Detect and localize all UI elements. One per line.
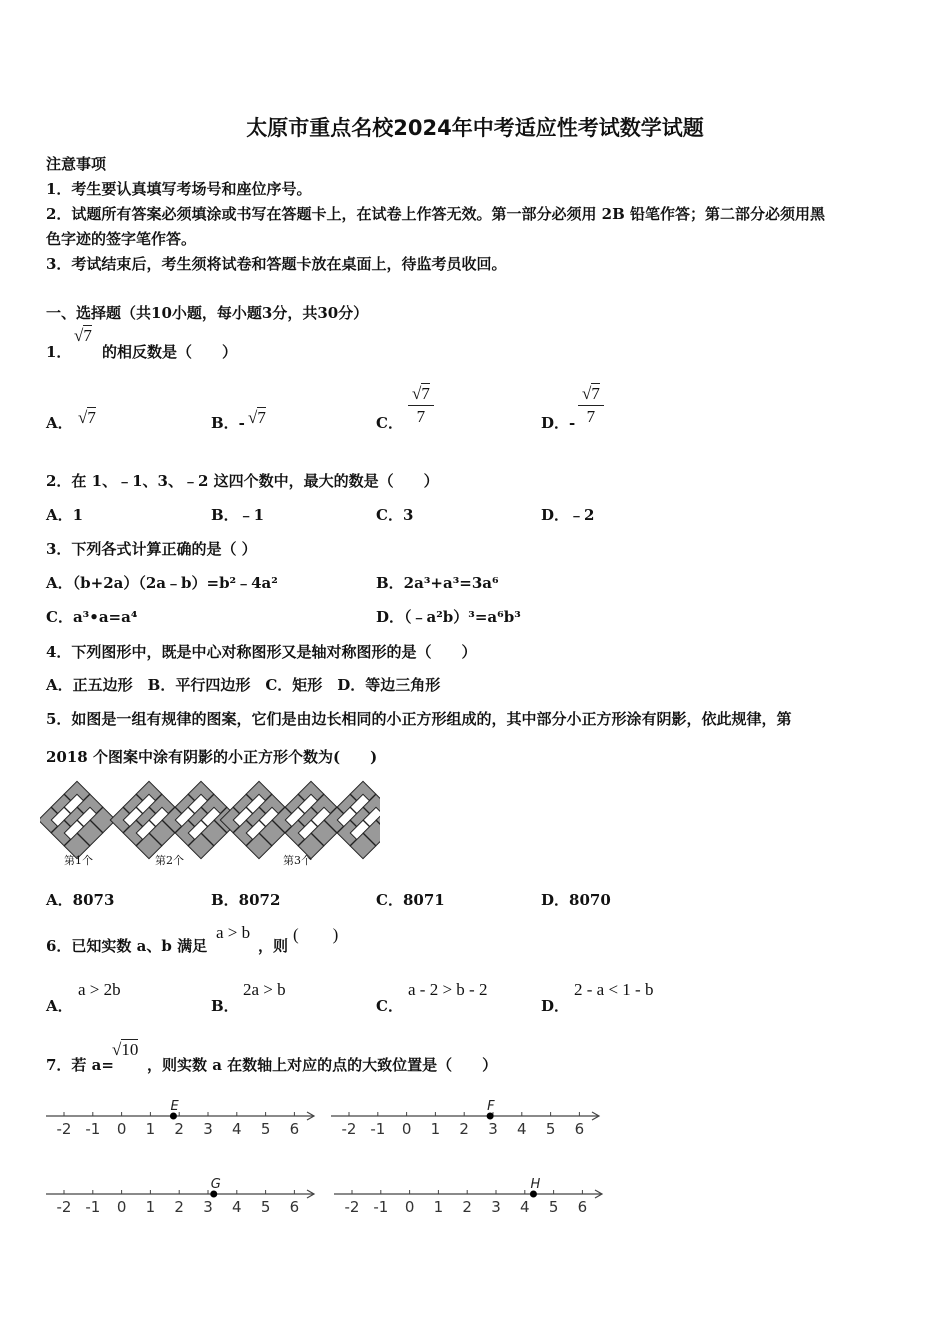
q5-option-d: D．8070 — [541, 891, 611, 909]
q1-number: 1． — [46, 343, 72, 361]
q7-stem: ，则实数 a 在数轴上对应的点的大致位置是（ ） — [147, 1056, 498, 1074]
q6-option-c-expr: a - 2 > b - 2 — [408, 980, 488, 999]
q1-stem: 的相反数是（ ） — [102, 343, 238, 361]
tick-label: 5 — [545, 1120, 556, 1138]
tick-label: 5 — [260, 1120, 271, 1138]
q1-sqrt: √7 — [74, 326, 92, 345]
tick-label: 1 — [145, 1198, 156, 1216]
q5-figure-2-caption: 第2个 — [155, 854, 184, 867]
q3-option-b: B．2a³+a³=3a⁶ — [376, 574, 499, 592]
tick-label: 1 — [145, 1120, 156, 1138]
tick-label: 2 — [459, 1120, 469, 1138]
page-title: 太原市重点名校2024年中考适应性考试数学试题 — [246, 116, 704, 140]
q6-stem: 6．已知实数 a、b 满足 — [46, 937, 208, 955]
q5-option-c: C．8071 — [376, 891, 445, 909]
tick-label: 4 — [232, 1120, 242, 1138]
notice-heading: 注意事项 — [46, 155, 107, 173]
tick-label: 3 — [203, 1198, 213, 1216]
q6-option-a-expr: a > 2b — [78, 980, 121, 999]
q1-option-a-expr: √7 — [78, 408, 96, 427]
q4-options: A．正五边形 B．平行四边形 C．矩形 D．等边三角形 — [46, 676, 441, 694]
q1-option-d-expr: $\frac{√7}{7}$ — [578, 384, 604, 427]
q1-option-b-expr: √7 — [248, 408, 266, 427]
q6-condition: a > b — [216, 923, 251, 942]
point-label: E — [170, 1099, 179, 1114]
number-line-e — [46, 1099, 314, 1138]
tick-label: 3 — [203, 1120, 213, 1138]
point-label: H — [530, 1177, 541, 1192]
q7-number-lines — [0, 1090, 620, 1220]
tick-label: -2 — [344, 1198, 360, 1216]
tick-label: 1 — [430, 1120, 441, 1138]
point-label: F — [487, 1099, 495, 1114]
q1-option-b-label: B．- — [211, 414, 245, 432]
q3-option-d: D．（﹣a²b）³=a⁶b³ — [376, 608, 521, 626]
tick-label: 6 — [577, 1198, 588, 1216]
q6-option-b-label: B． — [211, 997, 239, 1015]
q5-figure-1-caption: 第1个 — [64, 854, 93, 867]
tick-label: 2 — [174, 1120, 184, 1138]
tick-label: 0 — [401, 1120, 412, 1138]
q5-option-b: B．8072 — [211, 891, 281, 909]
q5-stem-line2: 2018 个图案中涂有阴影的小正方形个数为( ) — [46, 748, 378, 766]
q6-option-b-expr: 2a > b — [243, 980, 286, 999]
q1-option-a-label: A． — [46, 414, 73, 432]
q1-option-d-label: D．- — [541, 414, 576, 432]
q2-stem: 2．在 1、﹣1、3、﹣2 这四个数中，最大的数是（ ） — [46, 472, 439, 490]
notice-item-3: 3．考试结束后，考生须将试卷和答题卡放在桌面上，待监考员收回。 — [46, 255, 507, 273]
q5-figure-3-caption: 第3个 — [283, 854, 312, 867]
q6-stem-end: ，则 — [258, 937, 289, 955]
tick-label: 6 — [289, 1198, 300, 1216]
q7-sqrt: √10 — [112, 1040, 139, 1059]
q2-option-a: A．1 — [46, 506, 84, 524]
tick-label: -1 — [373, 1198, 389, 1216]
q3-stem: 3．下列各式计算正确的是（ ） — [46, 540, 257, 558]
tick-label: -2 — [341, 1120, 357, 1138]
section-heading: 一、选择题（共10小题，每小题3分，共30分） — [46, 304, 369, 322]
tick-label: -1 — [370, 1120, 386, 1138]
tick-label: 4 — [520, 1198, 530, 1216]
point-label: G — [210, 1177, 221, 1192]
tick-label: 4 — [232, 1198, 242, 1216]
notice-item-2b: 色字迹的签字笔作答。 — [46, 230, 197, 248]
tick-label: 5 — [260, 1198, 271, 1216]
q1-option-c-expr: $\frac{√7}{7}$ — [408, 384, 434, 427]
q2-option-c: C．3 — [376, 506, 414, 524]
notice-item-1: 1．考生要认真填写考场号和座位序号。 — [46, 180, 312, 198]
q6-paren: ( ) — [293, 925, 339, 944]
q7-prefix: 7．若 a= — [46, 1056, 114, 1074]
notice-item-2a: 2．试题所有答案必须填涂或书写在答题卡上，在试卷上作答无效。第一部分必须用 2B 铅笔作答；第二部分必须用黑 — [46, 205, 826, 223]
q3-option-c: C．a³•a=a⁴ — [46, 608, 138, 626]
tick-label: 5 — [548, 1198, 559, 1216]
tick-label: -2 — [56, 1120, 72, 1138]
number-line-g — [46, 1177, 314, 1216]
tick-label: 2 — [174, 1198, 184, 1216]
q3-option-a: A．（b+2a）（2a﹣b）=b²﹣4a² — [46, 574, 278, 592]
tick-label: 0 — [116, 1198, 127, 1216]
q5-stem-line1: 5．如图是一组有规律的图案，它们是由边长相同的小正方形组成的，其中部分小正方形涂有阴影，依此规律，第 — [46, 710, 792, 728]
tick-label: -2 — [56, 1198, 72, 1216]
q6-option-d-label: D． — [541, 997, 570, 1015]
q2-option-b: B．﹣1 — [211, 506, 265, 524]
tick-label: 3 — [488, 1120, 498, 1138]
tick-label: -1 — [85, 1198, 101, 1216]
number-line-f — [331, 1099, 599, 1138]
tick-label: 1 — [433, 1198, 444, 1216]
tick-label: 3 — [491, 1198, 501, 1216]
tick-label: 0 — [404, 1198, 415, 1216]
tick-label: 0 — [116, 1120, 127, 1138]
tick-label: 6 — [289, 1120, 300, 1138]
pattern-3 — [220, 781, 380, 858]
q5-option-a: A．8073 — [46, 891, 115, 909]
pattern-1 — [40, 781, 116, 858]
number-line-h — [334, 1177, 602, 1216]
q6-option-c-label: C． — [376, 997, 403, 1015]
q2-option-d: D．﹣2 — [541, 506, 595, 524]
q6-option-a-label: A． — [46, 997, 73, 1015]
tick-label: 2 — [462, 1198, 472, 1216]
tick-label: 6 — [574, 1120, 585, 1138]
q1-option-c-label: C． — [376, 414, 403, 432]
tick-label: -1 — [85, 1120, 101, 1138]
tick-label: 4 — [517, 1120, 527, 1138]
q4-stem: 4．下列图形中，既是中心对称图形又是轴对称图形的是（ ） — [46, 643, 477, 661]
q6-option-d-expr: 2 - a < 1 - b — [574, 980, 654, 999]
